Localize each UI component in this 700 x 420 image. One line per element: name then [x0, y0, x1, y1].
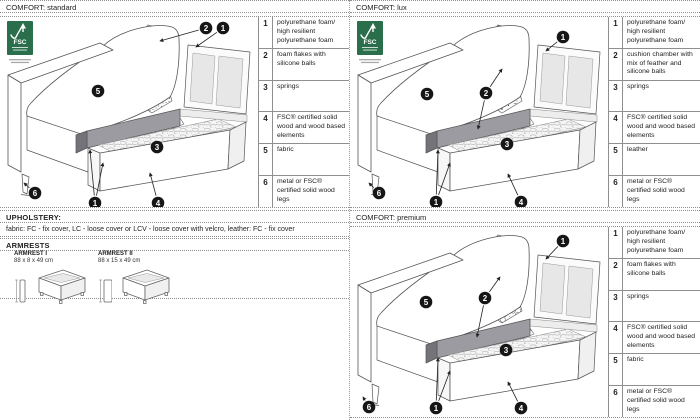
materials-legend-premium [608, 227, 700, 417]
legend-row [609, 176, 700, 207]
legend-text: springs [627, 82, 649, 90]
fsc-logo [357, 21, 383, 63]
legend-row [609, 227, 700, 259]
materials-legend-lux [608, 17, 700, 207]
fsc-caption-line [9, 59, 31, 60]
legend-number: 1 [609, 17, 623, 48]
upholstery-text: fabric: FC - fix cover, LC - loose cover or LCV - loose cover with velcro, leather: FC - fix cover [0, 223, 349, 237]
armrest-item-1 [14, 251, 98, 306]
armrest-item-2 [98, 251, 182, 306]
fsc-label: FSC [363, 39, 377, 46]
armrest-profile-icon [98, 276, 112, 306]
panel-comfort-standard [0, 0, 349, 208]
legend-text: foam flakes with silicone balls [277, 50, 326, 67]
callout-badge-2 [480, 87, 493, 100]
legend-text: FSC® certified solid wood and wood based elements [627, 324, 696, 350]
legend-row [609, 17, 700, 49]
right-column [349, 0, 700, 420]
fsc-caption-line [11, 62, 29, 63]
fsc-caption-line [359, 59, 381, 60]
svg-text:1: 1 [560, 32, 566, 42]
panel-title-premium: COMFORT: premium [350, 210, 700, 223]
legend-number: 1 [609, 227, 623, 258]
sofa-cutaway-diagram-lux [350, 17, 608, 207]
panel-body-standard [0, 16, 349, 208]
legend-row [259, 144, 349, 176]
callout-badge-6 [373, 187, 386, 200]
svg-text:2: 2 [203, 23, 209, 33]
callout-badge-5 [92, 85, 105, 98]
legend-row [609, 354, 700, 386]
svg-text:5: 5 [95, 86, 101, 96]
svg-text:4: 4 [518, 197, 524, 207]
armrest-dimensions: 88 x 15 x 49 cm [98, 258, 141, 264]
callout-badge-1 [430, 196, 443, 207]
left-column [0, 0, 349, 420]
svg-text:6: 6 [376, 188, 382, 198]
legend-text: polyurethane foam/ high resilient polyurethane foam [627, 229, 686, 254]
legend-row [259, 112, 349, 144]
callout-badge-3 [500, 344, 513, 357]
callout-badge-6 [29, 187, 42, 200]
legend-row [609, 49, 700, 81]
legend-text: polyurethane foam/ high resilient polyurethane foam [627, 19, 686, 44]
svg-text:1: 1 [433, 403, 439, 413]
callout-badge-1 [430, 402, 443, 415]
svg-text:1: 1 [560, 236, 566, 246]
legend-number: 2 [609, 259, 623, 290]
armrest-3d-sketch [33, 266, 91, 306]
svg-text:3: 3 [503, 345, 509, 355]
legend-row [259, 49, 349, 81]
legend-row [609, 259, 700, 291]
legend-number: 6 [259, 176, 273, 207]
legend-text: metal or FSC® certified solid wood legs [627, 388, 685, 413]
legend-number: 3 [609, 291, 623, 322]
panel-body-lux [350, 16, 700, 208]
callout-badge-3 [151, 141, 164, 154]
callout-badge-5 [421, 88, 434, 101]
panel-title-standard: COMFORT: standard [0, 0, 349, 13]
callout-badge-1 [89, 197, 102, 207]
panel-title-lux: COMFORT: lux [350, 0, 700, 13]
legend-number: 3 [259, 81, 273, 112]
legend-text: leather [627, 146, 648, 154]
svg-text:1: 1 [220, 23, 226, 33]
sofa-cutaway-diagram-standard [0, 17, 258, 207]
legend-number: 4 [259, 112, 273, 143]
legend-text: fabric [627, 356, 644, 364]
svg-text:2: 2 [482, 293, 488, 303]
armrest-figures [98, 266, 182, 306]
fsc-microtext-line [13, 50, 27, 51]
legend-number: 6 [609, 176, 623, 207]
legend-row [259, 81, 349, 113]
callout-badge-1 [217, 22, 230, 35]
legend-row [259, 17, 349, 49]
legend-text: springs [627, 292, 649, 300]
callout-badge-4 [515, 402, 528, 415]
svg-text:1: 1 [92, 198, 98, 207]
callout-badge-5 [420, 296, 433, 309]
callout-badge-1 [557, 235, 570, 248]
armrest-profile-icon [14, 276, 28, 306]
svg-text:1: 1 [433, 197, 439, 207]
legend-number: 5 [609, 144, 623, 175]
callout-badge-4 [152, 197, 165, 207]
armrests-content [0, 251, 349, 299]
legend-row [609, 144, 700, 176]
legend-number: 5 [609, 354, 623, 385]
sofa-cutaway-diagram-premium [350, 227, 608, 417]
legend-number: 6 [609, 386, 623, 417]
upholstery-title: UPHOLSTERY: [0, 210, 349, 223]
legend-text: foam flakes with silicone balls [627, 260, 676, 277]
legend-number: 4 [609, 112, 623, 143]
legend-row [609, 386, 700, 417]
callout-badge-6 [363, 401, 376, 414]
armrest-figures [14, 266, 98, 306]
sofa-line-art [358, 235, 600, 406]
callout-badge-3 [501, 138, 514, 151]
svg-text:4: 4 [155, 198, 161, 207]
legend-number: 4 [609, 322, 623, 353]
legend-text: springs [277, 82, 299, 90]
legend-text: FSC® certified solid wood and wood based elements [277, 114, 346, 140]
materials-legend-standard [258, 17, 349, 207]
svg-text:3: 3 [504, 139, 510, 149]
legend-row [609, 81, 700, 113]
armrests-title: ARMRESTS [0, 238, 349, 251]
svg-text:5: 5 [424, 89, 430, 99]
armrest-dimensions: 88 x 8 x 49 cm [14, 258, 54, 264]
svg-text:5: 5 [423, 297, 429, 307]
legend-text: cushion chamber with mix of feather and silicone balls [627, 50, 693, 76]
sofa-line-art [8, 25, 250, 196]
legend-row [609, 322, 700, 354]
panel-body-premium [350, 226, 700, 418]
legend-row [609, 291, 700, 323]
legend-row [609, 112, 700, 144]
svg-text:2: 2 [483, 88, 489, 98]
legend-number: 2 [259, 49, 273, 80]
callout-badge-2 [200, 22, 213, 35]
legend-text: polyurethane foam/ high resilient polyurethane foam [277, 19, 336, 44]
callout-badge-2 [479, 292, 492, 305]
legend-number: 3 [609, 81, 623, 112]
legend-number: 5 [259, 144, 273, 175]
panel-comfort-premium [350, 210, 700, 418]
legend-text: metal or FSC® certified solid wood legs [277, 178, 335, 203]
armrest-3d-sketch [117, 266, 175, 306]
callout-badge-4 [515, 196, 528, 207]
legend-row [259, 176, 349, 207]
sofa-line-art [358, 25, 600, 196]
fsc-logo [7, 21, 33, 63]
svg-text:3: 3 [154, 142, 160, 152]
fsc-label: FSC [13, 39, 27, 46]
callout-badge-1 [557, 31, 570, 44]
legend-text: fabric [277, 146, 294, 154]
panel-comfort-lux [350, 0, 700, 208]
legend-text: FSC® certified solid wood and wood based elements [627, 114, 696, 140]
fsc-microtext-line [12, 47, 28, 48]
fsc-microtext-line [363, 50, 377, 51]
legend-number: 1 [259, 17, 273, 48]
svg-text:6: 6 [366, 402, 372, 412]
armrest-name: ARMREST I [14, 251, 47, 257]
fsc-caption-line [361, 62, 379, 63]
armrest-name: ARMREST II [98, 251, 133, 257]
fsc-microtext-line [362, 47, 378, 48]
svg-text:6: 6 [32, 188, 38, 198]
legend-number: 2 [609, 49, 623, 80]
legend-text: metal or FSC® certified solid wood legs [627, 178, 685, 203]
svg-text:4: 4 [518, 403, 524, 413]
